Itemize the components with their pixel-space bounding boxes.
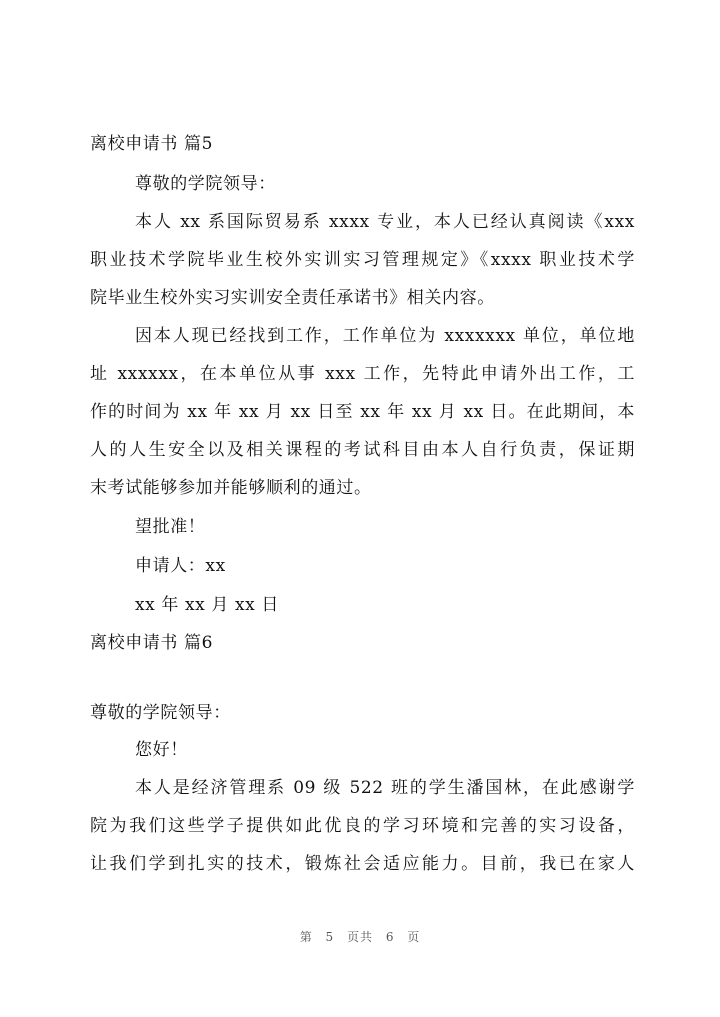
page-number-footer: 第 5 页共 6 页 (299, 930, 421, 944)
paragraph-line: 末考试能够参加并能够顺利的通过。 (90, 478, 372, 498)
section-heading-6: 离校申请书 篇6 (90, 633, 214, 653)
paragraph-line: 院为我们这些学子提供如此优良的学习环境和完善的实习设备， (90, 816, 635, 836)
paragraph-line: 让我们学到扎实的技术，锻炼社会适应能力。目前，我已在家人 (90, 854, 635, 874)
signature-date: xx 年 xx 月 xx 日 (135, 595, 279, 615)
paragraph-line: 职业技术学院毕业生校外实训实习管理规定》《xxxx 职业技术学 (90, 250, 635, 270)
applicant-signature: 申请人：xx (135, 556, 226, 576)
greeting: 您好！ (135, 740, 188, 760)
section-heading-5: 离校申请书 篇5 (90, 134, 214, 154)
salutation: 尊敬的学院领导： (90, 703, 231, 723)
paragraph-line: 本人是经济管理系 09 级 522 班的学生潘国林，在此感谢学 (135, 778, 635, 798)
paragraph-line: 因本人现已经找到工作，工作单位为 xxxxxxx 单位，单位地 (135, 326, 635, 346)
paragraph-line: 作的时间为 xx 年 xx 月 xx 日至 xx 年 xx 月 xx 日。在此期间，本 (90, 402, 635, 422)
paragraph-line: 人的人生安全以及相关课程的考试科目由本人自行负责，保证期 (90, 440, 635, 460)
salutation: 尊敬的学院领导： (135, 174, 276, 194)
paragraph-line: 本人 xx 系国际贸易系 xxxx 专业，本人已经认真阅读《xxx (135, 212, 635, 232)
closing-text: 望批准！ (135, 517, 206, 537)
paragraph-line: 址 xxxxxx，在本单位从事 xxx 工作，先特此申请外出工作，工 (90, 364, 635, 384)
paragraph-line: 院毕业生校外实习实训安全责任承诺书》相关内容。 (90, 288, 495, 308)
